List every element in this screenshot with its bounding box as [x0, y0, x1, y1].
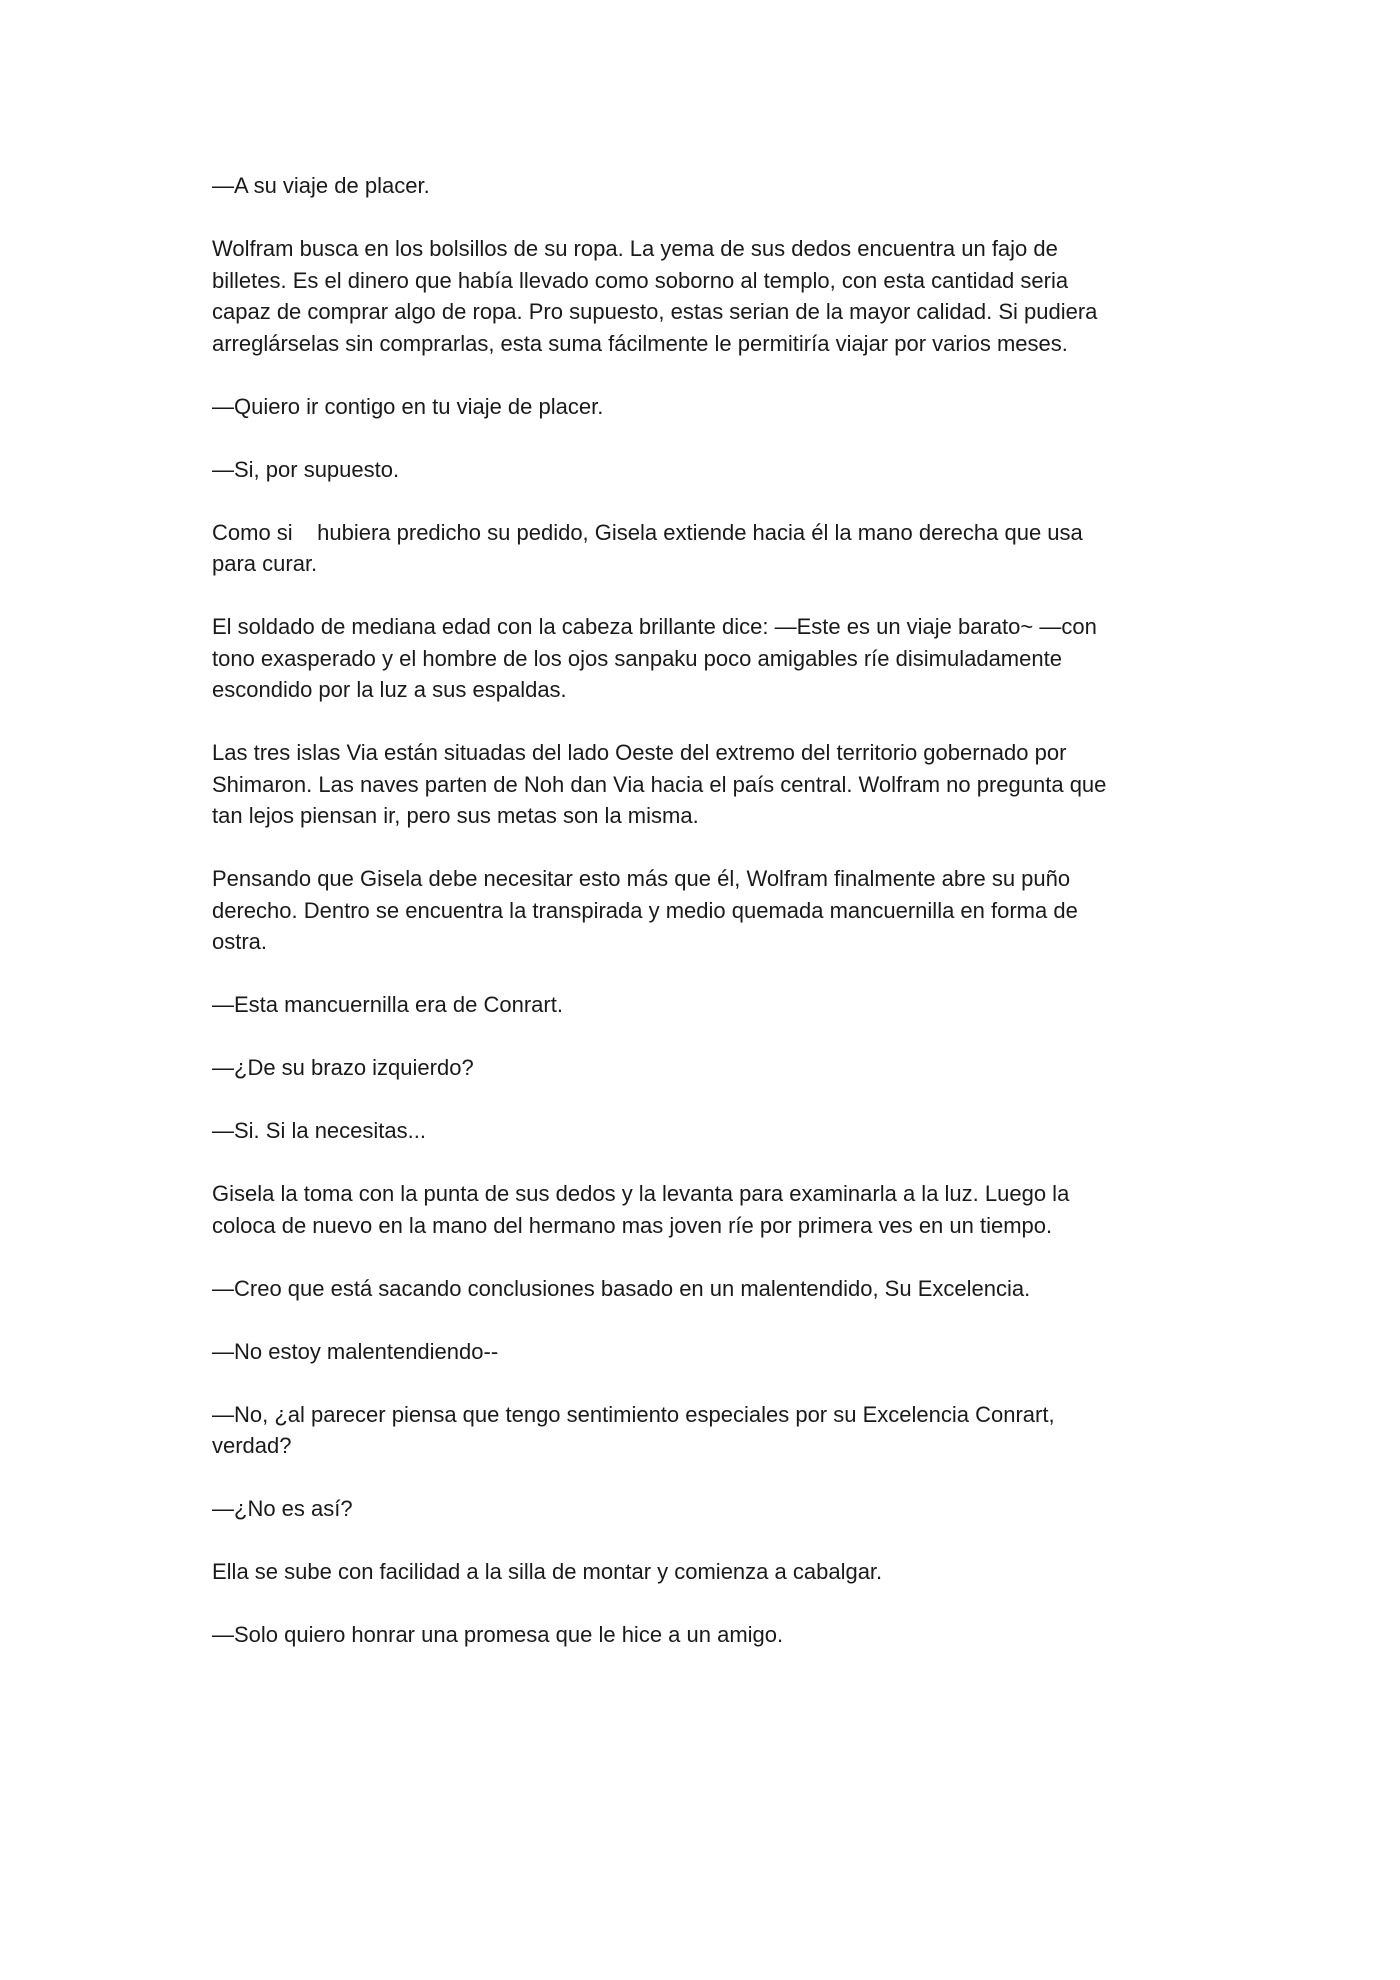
- paragraph-1: [212, 170, 1187, 202]
- text-line: Wolfram busca en los bolsillos de su ropa. La yema de sus dedos encuentra un fajo de: [212, 236, 1058, 261]
- paragraph-10: [212, 1052, 1187, 1084]
- text-line: —No estoy malentendiendo--: [212, 1338, 499, 1364]
- text-line: coloca de nuevo en la mano del hermano mas joven ríe por primera ves en un tiempo.: [212, 1212, 1053, 1238]
- text-line: —Esta mancuernilla era de Conrart.: [212, 992, 563, 1017]
- paragraph-16: [212, 1493, 1187, 1525]
- paragraph-2: [212, 233, 1187, 359]
- text-line: —Si, por supuesto.: [212, 456, 400, 482]
- text-line: —¿De su brazo izquierdo?: [212, 1055, 474, 1080]
- text-line: arreglárselas sin comprarlas, esta suma fácilmente le permitiría viajar por varios meses.: [212, 330, 1068, 356]
- paragraph-9: [212, 989, 1187, 1021]
- text-line: —Quiero ir contigo en tu viaje de placer.: [212, 393, 604, 419]
- text-line: Shimaron. Las naves parten de Noh dan Via hacia el país central. Wolfram no pregunta que: [212, 771, 1107, 797]
- text-line: derecho. Dentro se encuentra la transpirada y medio quemada mancuernilla en forma de: [212, 897, 1078, 923]
- text-line: Como si hubiera predicho su pedido, Gisela extiende hacia él la mano derecha que usa: [212, 519, 1083, 545]
- text-line: El soldado de mediana edad con la cabeza brillante dice: —Este es un viaje barato~ —con: [212, 614, 1097, 639]
- text-line: verdad?: [212, 1433, 292, 1458]
- paragraph-4: [212, 454, 1187, 486]
- text-line: Pensando que Gisela debe necesitar esto más que él, Wolfram finalmente abre su puño: [212, 866, 1071, 891]
- text-line: —A su viaje de placer.: [212, 173, 430, 198]
- paragraph-5: [212, 517, 1187, 580]
- paragraph-7: [212, 737, 1187, 832]
- paragraph-6: [212, 611, 1187, 706]
- text-line: —¿No es así?: [212, 1496, 353, 1521]
- paragraph-15: [212, 1399, 1187, 1462]
- text-line: ostra.: [212, 929, 268, 954]
- text-line: Ella se sube con facilidad a la silla de montar y comienza a cabalgar.: [212, 1559, 883, 1584]
- text-line: —Solo quiero honrar una promesa que le hice a un amigo.: [212, 1622, 784, 1647]
- text-line: escondido por la luz a sus espaldas.: [212, 677, 567, 702]
- paragraph-17: [212, 1556, 1187, 1588]
- paragraph-8: [212, 863, 1187, 958]
- text-line: para curar.: [212, 551, 318, 576]
- text-line: capaz de comprar algo de ropa. Pro supuesto, estas serian de la mayor calidad. Si pudiera: [212, 299, 1098, 324]
- text-line: —Si. Si la necesitas...: [212, 1118, 426, 1143]
- text-line: billetes. Es el dinero que había llevado como soborno al templo, con esta cantidad seria: [212, 267, 1069, 293]
- paragraph-12: [212, 1178, 1187, 1241]
- text-line: tan lejos piensan ir, pero sus metas son la misma.: [212, 803, 699, 828]
- paragraph-3: [212, 391, 1187, 423]
- paragraph-11: [212, 1115, 1187, 1147]
- paragraph-18: [212, 1619, 1187, 1651]
- text-line: —Creo que está sacando conclusiones basado en un malentendido, Su Excelencia.: [212, 1275, 1031, 1301]
- text-line: Gisela la toma con la punta de sus dedos y la levanta para examinarla a la luz. Luego la: [212, 1181, 1070, 1206]
- document-body: [212, 170, 1187, 1682]
- paragraph-14: [212, 1336, 1187, 1368]
- paragraph-13: [212, 1273, 1187, 1305]
- text-line: Las tres islas Via están situadas del lado Oeste del extremo del territorio gobernado por: [212, 740, 1067, 765]
- text-line: tono exasperado y el hombre de los ojos sanpaku poco amigables ríe disimuladamente: [212, 645, 1062, 671]
- text-line: —No, ¿al parecer piensa que tengo sentimiento especiales por su Excelencia Conrart,: [212, 1401, 1055, 1427]
